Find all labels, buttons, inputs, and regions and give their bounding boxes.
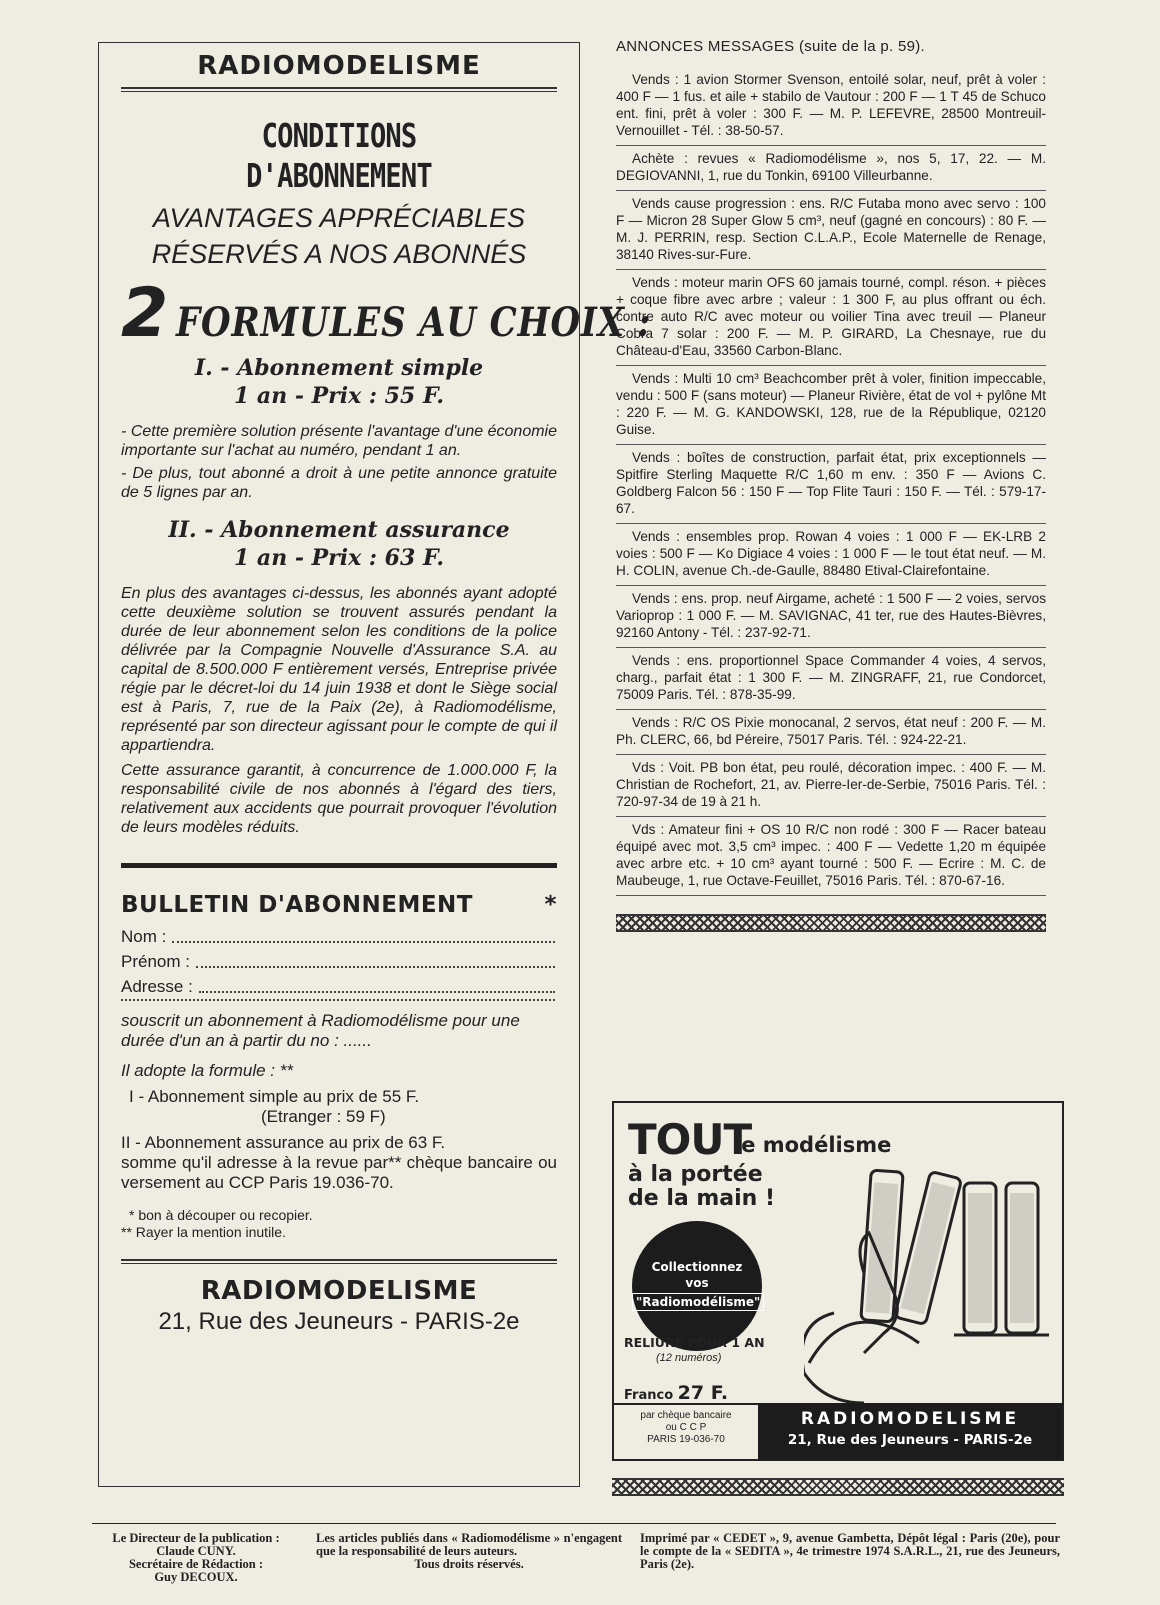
address-field[interactable] <box>121 974 557 999</box>
classified-ad <box>616 586 1046 648</box>
binder-label: RELIURE POUR 1 AN <box>624 1335 765 1350</box>
subscribe-text: souscrit un abonnement à Radiomodélisme pour une durée d'un an à partir du no : ...... <box>121 1011 520 1050</box>
decorative-border <box>616 914 1046 932</box>
ad-tout-rest: le modélisme <box>734 1133 892 1157</box>
brand-name: RADIOMODELISME <box>800 1409 1020 1429</box>
formules-heading <box>121 274 652 353</box>
price-value: 27 F. <box>677 1382 729 1404</box>
footer-credits-line-3: Secrétaire de Rédaction : <box>128 1557 264 1571</box>
address-dots-2[interactable] <box>121 999 555 1001</box>
footer-credits-line-2: Claude CUNY. <box>156 1544 236 1558</box>
binder-illustration <box>804 1163 1054 1403</box>
option-1-line-1[interactable]: I - Abonnement simple au prix de 55 F. <box>129 1087 420 1106</box>
payment-line-3: PARIS 19-036-70 <box>647 1434 725 1445</box>
advantages-line-2: RÉSERVÉS A NOS ABONNÉS <box>151 239 527 269</box>
formula-1-paragraph-2: - De plus, tout abonné a droit à une petite annonce gratuite de 5 lignes par an. <box>121 465 557 501</box>
footer-credits-line-4: Guy DECOUX. <box>154 1570 238 1584</box>
bulletin-star: * <box>544 892 557 918</box>
name-field[interactable] <box>121 924 557 949</box>
footer-rights: Tous droits réservés. <box>414 1557 524 1571</box>
classifieds-list <box>616 67 1046 896</box>
franco-text: Franco <box>624 1388 674 1403</box>
firstname-field[interactable] <box>121 949 557 974</box>
classified-ad <box>616 755 1046 817</box>
footer-printer: Imprimé par « CEDET », 9, avenue Gambetta, Dépôt légal : Paris (20e), pour le compte de la « SEDITA », 4e trimestre 1974 S.A.R.L., 21, rue des Jeuneurs, Paris (2e). <box>640 1531 1060 1571</box>
classified-ad-text: Vends : boîtes de construction, parfait état, prix exceptionnels — Spitfire Sterling Maquette R/C 1,60 m env. : 350 F — Avions C. Goldberg Falcon 56 : 150 F — Top Flite Tauri : 150 F. — Tél. : 579-17-67. <box>616 450 1046 516</box>
bulletin-title <box>121 892 557 918</box>
classified-ad <box>616 146 1046 191</box>
classified-ad-text: Vds : Amateur fini + OS 10 R/C non rodé : 300 F — Racer bateau équipé avec mot. 3,5 cm³ impec. : 400 F — Vedette 1,20 m équipée avec arbre etc. + 10 cm³ ayant tourné : 500 F. — Ecrire : M. C. de Maubeuge, 1, rue Octave-Feuillet, 75016 Paris. Tél. : 870-67-16. <box>616 822 1046 888</box>
big-two: 2 <box>121 274 169 353</box>
note-1: * bon à découper ou recopier. <box>129 1207 313 1223</box>
option-2[interactable]: II - Abonnement assurance au prix de 63 F. <box>121 1133 446 1152</box>
firstname-dots[interactable] <box>196 949 555 968</box>
name-dots[interactable] <box>172 924 555 943</box>
classified-ad <box>616 191 1046 270</box>
badge-line-2: vos <box>685 1276 709 1290</box>
classified-ad-text: Vends : ens. proportionnel Space Commander 4 voies, 4 servos, charg., parfait état : 1 300 F. — M. ZINGRAFF, 21, rue Condorcet, 75009 Paris. Tél. : 878-35-99. <box>616 653 1046 702</box>
advantages-line-1: AVANTAGES APPRÉCIABLES <box>152 203 526 233</box>
advantages-heading <box>121 200 557 272</box>
payment-line-2: ou C C P <box>665 1422 707 1433</box>
formula-1-paragraph-1: - Cette première solution présente l'avantage d'une économie importante sur l'achat au numéro, pendant 1 an. <box>121 423 557 459</box>
brand-banner <box>758 1403 1062 1459</box>
classified-ad-text: Vends : ensembles prop. Rowan 4 voies : 1 000 F — EK-LRB 2 voies : 500 F — Ko Digiace 4 voies : 1 000 F — le tout état neuf. — M. H. COLIN, avenue Ch.-de-Gaulle, 88480 Etival-Clairefontaine. <box>616 529 1046 578</box>
address-label: Adresse : <box>121 977 193 996</box>
footer-disclaimer-text: Les articles publiés dans « Radiomodélisme » n'engagent que la responsabilité de leurs auteurs. <box>316 1531 622 1558</box>
classified-ad-text: Vends cause progression : ens. R/C Futaba mono avec servo : 100 F — Micron 28 Super Glow 5 cm³, neuf (gagné en concours) : 80 F. — M. J. PERRIN, resp. Section C.L.A.P., Ecole Maternelle de Renage, 38140 Rives-sur-Fure. <box>616 196 1046 262</box>
payment-info <box>614 1403 758 1459</box>
classified-ad-text: Achète : revues « Radiomodélisme », nos 5, 17, 22. — M. DEGIOVANNI, 1, rue du Tonkin, 69100 Villeurbanne. <box>616 151 1046 183</box>
collect-badge <box>632 1221 762 1351</box>
ad-tagline-line-2: de la main ! <box>628 1186 776 1211</box>
publisher-address: 21, Rue des Jeuneurs - PARIS-2e <box>158 1308 520 1335</box>
address-field-2[interactable] <box>121 999 557 1007</box>
price-label <box>624 1382 728 1404</box>
classified-ad-text: Vends : moteur marin OFS 60 jamais tourné, compl. réson. + pièces + coque fibre avec arbre ; valeur : 1 300 F, au plus offrant ou éch. contre auto R/C avec moteur ou voilier Tina avec treuil — Planeur Cobra 7 solar : 200 F. — M. P. GIRARD, La Chesnaye, rue du Château-d'Eau, 33560 Carbon-Blanc. <box>616 275 1046 358</box>
classified-ad <box>616 710 1046 755</box>
issues-label: (12 numéros) <box>656 1352 722 1364</box>
classifieds-column <box>616 38 1046 932</box>
formula-2-paragraph-1: En plus des avantages ci-dessus, les abonnés ayant adopté cette deuxième solution se trouvent assurés pendant la durée de leur abonnement selon les conditions de la police délivrée par la Compagnie Nouvelle d'Assurance S.A. au capital de 8.500.000 F entièrement versés, Entreprise privée régie par le décret-loi du 14 juin 1938 et dont le Siège social est à Paris, 7, rue de la Paix (2e), à Radiomodélisme, représenté par son directeur agissant pour le compte de qui il appartiendra. <box>121 585 557 754</box>
brand-address: 21, Rue des Jeuneurs - PARIS-2e <box>787 1432 1033 1448</box>
classified-ad-text: Vends : Multi 10 cm³ Beachcomber prêt à voler, finition impeccable, vendu : 500 F (sans moteur) — Planeur Rivière, état de vol + pylône Mt : 220 F. — M. G. KANDOWSKI, 128, rue de la République, 02120 Guise. <box>616 371 1046 437</box>
publisher-name: RADIOMODELISME <box>200 1276 478 1306</box>
classified-ad <box>616 366 1046 445</box>
formula-2-paragraph-2: Cette assurance garantit, à concurrence de 1.000.000 F, la responsabilité civile de nos abonnés à l'égard des tiers, relativement aux accidents que pourrait provoquer l'évolution de leurs modèles réduits. <box>121 762 557 836</box>
decorative-border-bottom <box>612 1478 1064 1496</box>
classified-ad <box>616 524 1046 586</box>
note-2: ** Rayer la mention inutile. <box>121 1224 286 1240</box>
formules-text: FORMULES AU CHOIX : <box>176 299 652 346</box>
ad-tagline-line-1: à la portée <box>628 1162 763 1187</box>
classified-ad-text: Vends : R/C OS Pixie monocanal, 2 servos, état neuf : 200 F. — M. Ph. CLERC, 66, bd Péreire, 75017 Paris. Tél. : 924-22-21. <box>616 715 1046 747</box>
classified-ad-text: Vends : 1 avion Stormer Svenson, entoilé solar, neuf, prêt à voler : 400 F — 1 fus. et aile + stabilo de Vautour : 200 F — 1 T 45 de Schuco ent. fini, prêt à voler : 300 F. — M. P. LEFEVRE, 28500 Montreuil-Vernouillet - Tél. : 38-50-57. <box>616 72 1046 138</box>
classified-ad-text: Vds : Voit. PB bon état, peu roulé, décoration impec. : 400 F. — M. Christian de Rochefort, 21, av. Pierre-Ier-de-Serbie, 75016 Paris. Tél. : 720-97-34 de 19 à 21 h. <box>616 760 1046 809</box>
formula-1-title <box>121 354 557 410</box>
footer-rule <box>92 1523 1056 1524</box>
name-label: Nom : <box>121 927 167 946</box>
payment-line-1: par chèque bancaire <box>640 1410 732 1421</box>
bulletin-title-text: BULLETIN D'ABONNEMENT <box>121 892 473 918</box>
badge-line-1: Collectionnez <box>651 1260 743 1274</box>
thick-rule <box>121 863 557 868</box>
payment-text: somme qu'il adresse à la revue par** chèque bancaire ou versement au CCP Paris 19.036-70. <box>121 1153 557 1192</box>
conditions-line-1: CONDITIONS <box>261 116 417 155</box>
formula-1-title-line-1: I. - Abonnement simple <box>194 355 484 381</box>
classified-ad <box>616 817 1046 896</box>
classified-ad <box>616 270 1046 366</box>
formula-choice: Il adopte la formule : ** <box>121 1061 293 1080</box>
classified-ad <box>616 445 1046 524</box>
classifieds-heading: ANNONCES MESSAGES (suite de la p. 59). <box>616 38 926 55</box>
formula-1-title-line-2: 1 an - Prix : 55 F. <box>233 383 445 409</box>
option-1-line-2: (Etranger : 59 F) <box>261 1107 386 1126</box>
conditions-line-2: D'ABONNEMENT <box>246 156 432 195</box>
badge-line-3: "Radiomodélisme" <box>632 1293 764 1311</box>
classified-ad <box>616 67 1046 146</box>
firstname-label: Prénom : <box>121 952 190 971</box>
formula-2-title-line-2: 1 an - Prix : 63 F. <box>233 545 445 571</box>
classified-ad <box>616 648 1046 710</box>
binder-advertisement <box>612 1101 1064 1461</box>
ad-tagline <box>628 1163 775 1211</box>
box-header: RADIOMODELISME <box>197 51 481 81</box>
formula-2-title-line-1: II. - Abonnement assurance <box>168 517 510 543</box>
footer-credits-line-1: Le Directeur de la publication : <box>112 1531 280 1545</box>
double-rule-bottom <box>121 1259 557 1264</box>
footer-credits <box>92 1532 300 1584</box>
classified-ad-text: Vends : ens. prop. neuf Airgame, acheté : 1 500 F — 2 voies, servos Varioprop : 1 000 F. — M. SAVIGNAC, 41 ter, rue des Hautes-Bièvres, 92160 Antony - Tél. : 237-92-71. <box>616 591 1046 640</box>
double-rule <box>121 87 557 92</box>
conditions-title <box>160 116 518 196</box>
footer-disclaimer <box>316 1532 622 1571</box>
ad-tout: TOUT <box>628 1115 752 1164</box>
formula-2-title <box>121 516 557 572</box>
address-dots[interactable] <box>199 974 555 993</box>
